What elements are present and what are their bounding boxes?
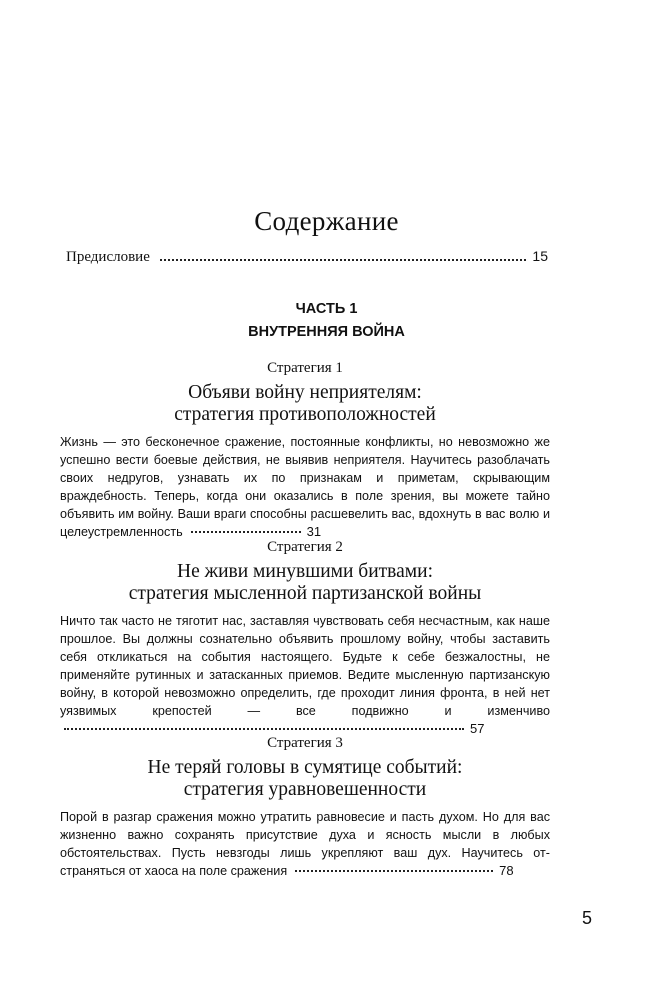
toc-entry-strategy-3[interactable] bbox=[60, 733, 550, 880]
toc-entry-label: Предисловие bbox=[66, 249, 150, 265]
page-title: Содержание bbox=[254, 206, 399, 236]
strategy-title-line1: Не живи минувшими битвами: bbox=[177, 561, 433, 582]
dot-leader bbox=[191, 531, 301, 533]
part-name: ВНУТРЕННЯЯ ВОЙНА bbox=[248, 324, 405, 340]
strategy-title-line1: Не теряй головы в сумятице событий: bbox=[147, 757, 463, 778]
strategy-page: 31 bbox=[306, 524, 322, 539]
toc-entry-strategy-1[interactable] bbox=[60, 358, 550, 541]
strategy-title-line1: Объяви войну неприятелям: bbox=[188, 382, 422, 403]
strategy-page: 57 bbox=[470, 721, 485, 736]
strategy-page: 78 bbox=[499, 863, 514, 878]
strategy-title-line2: стратегия уравновешенности bbox=[183, 779, 427, 800]
toc-entry-strategy-2[interactable] bbox=[60, 537, 550, 738]
part-label: ЧАСТЬ 1 bbox=[295, 301, 358, 317]
strategy-description-text: Порой в разгар сражения можно утратить равновесие и пасть духом. Но для вас жизненно важно сохранять присутствие духа и ясность мысли в любых обстоятельствах. Пусть невзгоды лишь укрепляют ваш дух. Научитесь отстраняться от хаоса на поле сражения bbox=[60, 810, 550, 878]
strategy-description-text: Жизнь — это бесконечное сражение, постоянные конфликты, но невозможно же успешно вести боевые действия, не выявив неприятеля. Научитесь разоблачать своих недругов, узнавать их по признакам и приметам, скрывающим враждебность. Теперь, когда они оказались в поле зрения, вы можете тайно объявить им войну. Ваши враги способны расшевелить вас, вдохнуть в вас волю и целеустремленность bbox=[60, 435, 550, 539]
dot-leader bbox=[160, 259, 527, 261]
dot-leader bbox=[295, 870, 493, 872]
strategy-description-text: Ничто так часто не тяготит нас, заставляя чувствовать себя несчастным, как наше прошлое. Вы должны сознательно объявить прошлому войну, чтобы заставить себя откликаться на события настоящего. Будьте к себе безжалостны, не применяйте рутинных и затасканных приемов. Ведите мысленную партизанскую войну, в которой невозможно определить, где проходит линия фронта, в ней нет уязвимых крепостей — все подвижно и изменчиво bbox=[60, 614, 550, 718]
strategy-description bbox=[60, 433, 550, 541]
strategy-title-line2: стратегия мысленной партизанской войны bbox=[128, 583, 482, 604]
strategy-label: Стратегия 2 bbox=[267, 539, 343, 555]
page-number: 5 bbox=[582, 908, 593, 928]
toc-entry-page: 15 bbox=[532, 248, 548, 264]
strategy-description bbox=[60, 808, 550, 880]
toc-entry-preface[interactable] bbox=[66, 248, 548, 266]
strategy-label: Стратегия 1 bbox=[267, 360, 343, 376]
strategy-title-line2: стратегия противоположностей bbox=[174, 404, 436, 425]
strategy-description bbox=[60, 612, 550, 738]
strategy-label: Стратегия 3 bbox=[267, 735, 343, 751]
dot-leader bbox=[64, 728, 464, 730]
